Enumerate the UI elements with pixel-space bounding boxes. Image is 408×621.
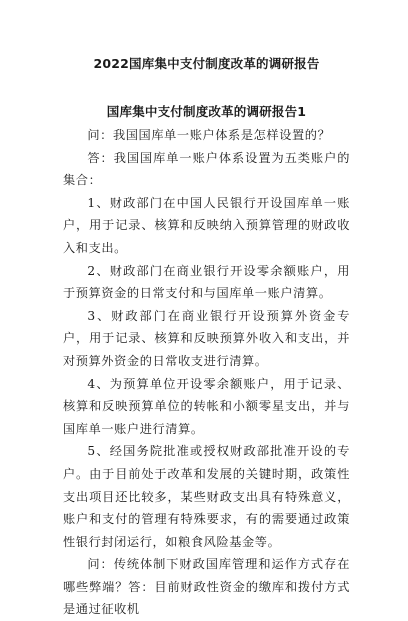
document-title: 2022国库集中支付制度改革的调研报告 (93, 56, 320, 71)
paragraph-item-3: 3、财政部门在商业银行开设预算外资金专户，用于记录、核算和反映预算外收入和支出，并对预算外资金的日常收支进行清算。 (63, 308, 350, 368)
paragraph-item-4: 4、为预算单位开设零余额账户，用于记录、核算和反映预算单位的转帐和小额零星支出，并与国库单一账户进行清算。 (63, 376, 350, 436)
paragraph-question-2: 问：传统体制下财政国库管理和运作方式存在哪些弊端？答：目前财政性资金的缴库和拨付方式是通过征收机 (63, 557, 350, 617)
paragraph-item-5: 5、经国务院批准或授权财政部批准开设的专户。由于目前处于改革和发展的关键时期，政策性支出项目还比较多，某些财政支出具有特殊意义，账户和支付的管理有特殊要求，有的需要通过政策性银行封闭运行，如粮食风险基金等。 (63, 444, 350, 549)
document-body (63, 124, 350, 621)
paragraph-item-2: 2、财政部门在商业银行开设零余额账户，用于预算资金的日常支付和与国库单一账户清算。 (63, 263, 350, 301)
paragraph-question-1: 问：我国国库单一账户体系是怎样设置的？ (87, 128, 331, 142)
paragraph-answer-1: 答：我国国库单一账户体系设置为五类账户的集合： (63, 150, 350, 188)
section-title: 国库集中支付制度改革的调研报告1 (106, 104, 307, 119)
paragraph-item-1: 1、财政部门在中国人民银行开设国库单一账户，用于记录、核算和反映纳入预算管理的财政收入和支出。 (63, 195, 350, 255)
